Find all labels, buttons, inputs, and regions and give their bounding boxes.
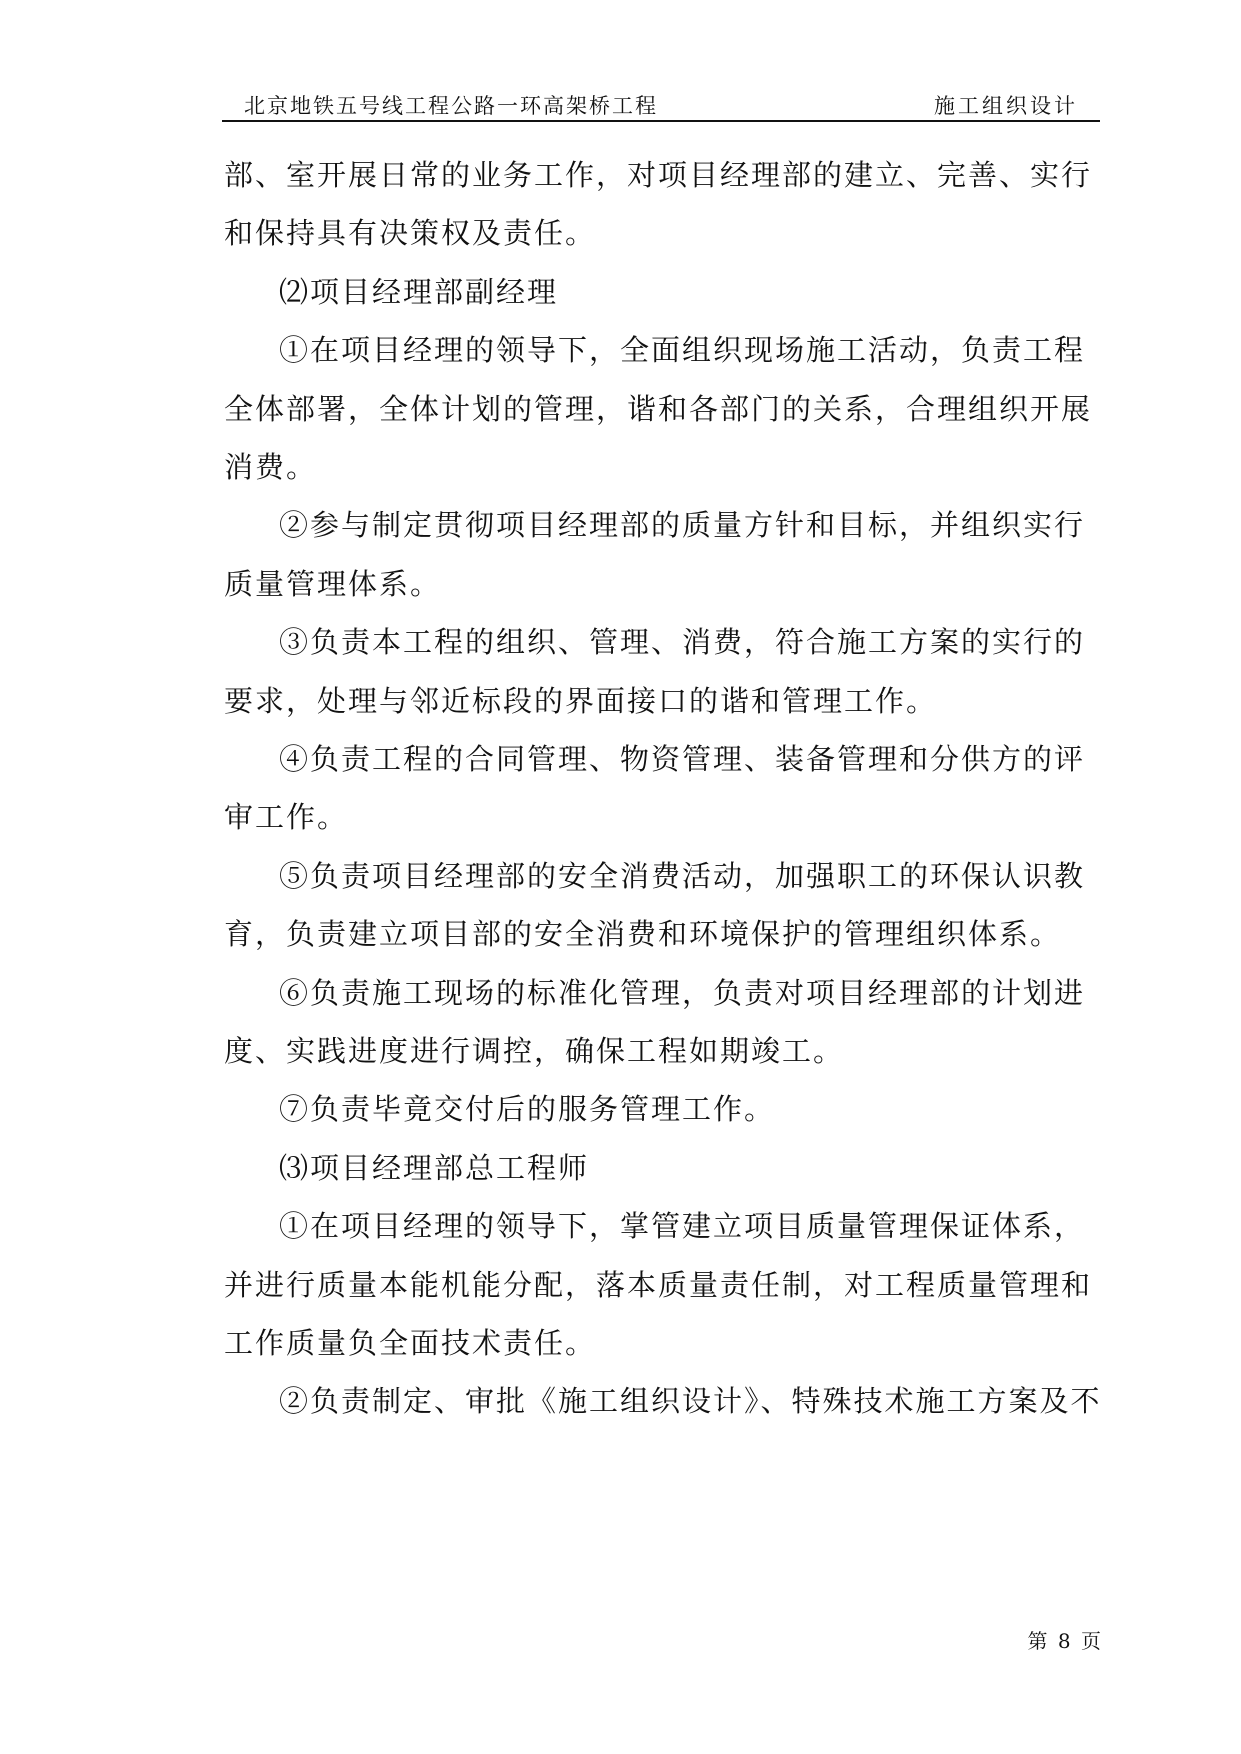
body-line: 质量管理体系。 (224, 567, 442, 601)
body-line: 消费。 (224, 450, 318, 484)
body-line: ⑤负责项目经理部的安全消费活动，加强职工的环保认识教 (279, 859, 1086, 893)
body-line: 要求，处理与邻近标段的界面接口的谐和管理工作。 (224, 684, 938, 718)
body-line: ⑦负责毕竟交付后的服务管理工作。 (279, 1092, 776, 1126)
page-number-prefix: 第 (1027, 1629, 1048, 1653)
body-line: ⑥负责施工现场的标准化管理，负责对项目经理部的计划进 (279, 976, 1086, 1010)
header-document-title: 施工组织设计 (934, 94, 1078, 118)
page-number-footer (1028, 1625, 1101, 1654)
body-line: ①在项目经理的领导下，掌管建立项目质量管理保证体系， (279, 1209, 1086, 1243)
body-line: 并进行质量本能机能分配，落本质量责任制，对工程质量管理和 (224, 1268, 1093, 1302)
body-line: ⑶项目经理部总工程师 (279, 1151, 590, 1185)
body-line: 工作质量负全面技术责任。 (224, 1326, 597, 1360)
body-line: 全体部署，全体计划的管理，谐和各部门的关系，合理组织开展 (224, 392, 1093, 426)
body-line: ⑵项目经理部副经理 (279, 275, 559, 309)
body-line: ④负责工程的合同管理、物资管理、装备管理和分供方的评 (279, 742, 1086, 776)
body-line: ②负责制定、审批《施工组织设计》、特殊技术施工方案及不 (279, 1384, 1102, 1418)
body-line: 和保持具有决策权及责任。 (224, 216, 597, 250)
body-line: 育，负责建立项目部的安全消费和环境保护的管理组织体系。 (224, 917, 1062, 951)
body-line: ①在项目经理的领导下，全面组织现场施工活动，负责工程 (279, 333, 1086, 367)
body-line: 部、室开展日常的业务工作，对项目经理部的建立、完善、实行 (224, 158, 1093, 192)
page-header (222, 90, 1100, 122)
body-line: 度、实践进度进行调控，确保工程如期竣工。 (224, 1034, 845, 1068)
body-line: ②参与制定贯彻项目经理部的质量方针和目标，并组织实行 (279, 508, 1086, 542)
body-line: 审工作。 (224, 800, 349, 834)
page-number: 8 (1057, 1629, 1071, 1653)
page-number-suffix: 页 (1081, 1629, 1101, 1653)
header-project-title: 北京地铁五号线工程公路一环高架桥工程 (244, 94, 658, 118)
body-line: ③负责本工程的组织、管理、消费，符合施工方案的实行的 (279, 625, 1086, 659)
